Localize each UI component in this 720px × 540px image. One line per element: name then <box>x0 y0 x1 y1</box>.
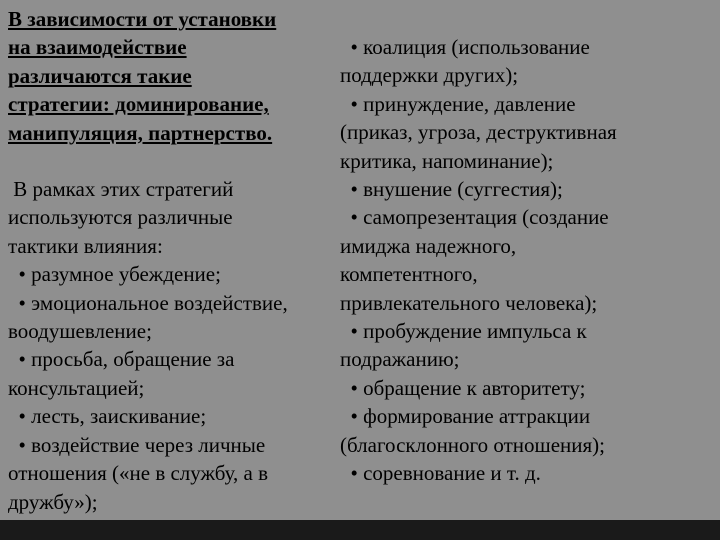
tactic-line: • разумное убеждение; <box>8 262 221 287</box>
intro-line: тактики влияния: <box>8 233 163 258</box>
tactic-line: • формирование аттракции <box>340 404 591 429</box>
tactic-list-item <box>340 175 715 203</box>
tactic-list-item <box>8 345 338 402</box>
tactic-line: воодушевление; <box>8 319 152 344</box>
tactic-line: • лесть, заискивание; <box>8 404 207 429</box>
tactic-line: компетентного, <box>340 262 478 287</box>
tactic-line: поддержки других); <box>340 63 519 88</box>
tactic-line: • коалиция (использование <box>340 35 590 59</box>
tactic-list-item <box>8 260 338 288</box>
tactic-line: дружбу»); <box>8 489 98 514</box>
tactic-line: (приказ, угроза, деструктивная <box>340 120 617 145</box>
right-column <box>340 33 715 488</box>
tactic-line: • принуждение, давление <box>340 91 576 116</box>
tactic-list-item <box>340 374 715 402</box>
tactic-line: • пробуждение импульса к <box>340 319 587 344</box>
tactic-line: имиджа надежного, <box>340 233 517 258</box>
heading-line: различаются такие <box>8 63 192 88</box>
tactic-line: подражанию; <box>340 347 460 372</box>
tactic-line: (благосклонного отношения); <box>340 432 605 457</box>
tactic-line: привлекательного человека); <box>340 290 598 315</box>
tactic-line: • самопрезентация (создание <box>340 205 609 230</box>
tactic-list-item <box>8 431 338 516</box>
heading-line: на взаимодействие <box>8 35 187 60</box>
tactic-line: отношения («не в службу, а в <box>8 461 269 486</box>
intro-line: используются различные <box>8 205 233 230</box>
tactic-list-item <box>340 317 715 374</box>
tactic-list-item <box>8 402 338 430</box>
heading-line: стратегии: доминирование, <box>8 92 269 117</box>
tactic-line: • внушение (суггестия); <box>340 177 563 202</box>
tactic-list-item <box>340 203 715 317</box>
heading-line: манипуляция, партнерство. <box>8 120 273 145</box>
intro-line: В рамках этих стратегий <box>8 177 234 202</box>
left-column <box>8 5 338 516</box>
tactic-line: • воздействие через личные <box>8 432 266 457</box>
tactic-line: критика, напоминание); <box>340 148 554 173</box>
strategies-heading <box>8 5 338 147</box>
tactic-list-item <box>340 90 715 175</box>
tactics-intro <box>8 175 338 260</box>
heading-line: В зависимости от установки <box>8 7 277 31</box>
tactic-line: • эмоциональное воздействие, <box>8 290 288 315</box>
tactic-line: • соревнование и т. д. <box>340 461 541 486</box>
tactic-line: • просьба, обращение за <box>8 347 235 372</box>
tactic-line: • обращение к авторитету; <box>340 375 586 400</box>
tactic-list-item <box>8 289 338 346</box>
tactic-list-item <box>340 33 715 90</box>
tactic-line: консультацией; <box>8 375 145 400</box>
tactic-list-item <box>340 402 715 459</box>
tactic-list-item <box>340 459 715 487</box>
